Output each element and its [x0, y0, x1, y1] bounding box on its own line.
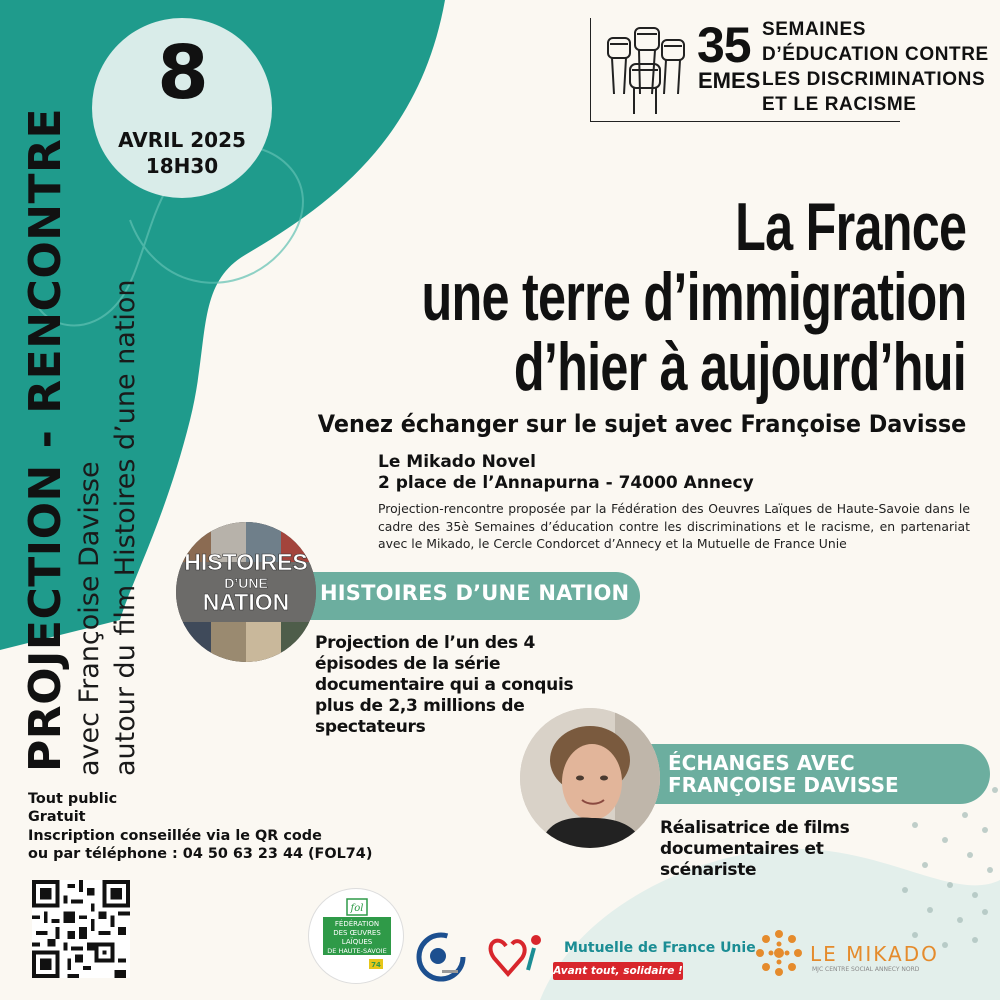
- logo-suffix: EMES: [698, 68, 761, 93]
- svg-text:fol: fol: [350, 903, 364, 914]
- logo-number: 35: [697, 17, 751, 73]
- poster-title-2: D’UNE: [224, 575, 268, 591]
- logo-line-3: LES DISCRIMINATIONS: [762, 69, 986, 90]
- date-time: 18H30: [145, 154, 219, 178]
- portrait-illustration: [520, 708, 660, 848]
- qr-code-image[interactable]: [32, 880, 130, 978]
- guest-pill-line-2: FRANÇOISE DAVISSE: [668, 773, 899, 797]
- date-day: 8: [157, 30, 207, 116]
- mikado-dots-icon: [754, 928, 804, 978]
- description: Projection-rencontre proposée par la Fédération des Oeuvres Laïques de Haute-Savoie dans le cadre des 35è Semaines d’éducation contre les discriminations et le racisme, en partenariat avec le Mikado, le Cercle Condorcet d’Annecy et la Mutuelle de France Unie: [378, 501, 970, 552]
- raised-fists-icon: [600, 24, 692, 116]
- semaines-logo: [590, 17, 989, 124]
- date-badge: [92, 18, 272, 198]
- fol74-logo: [308, 888, 404, 984]
- logo-line-1: SEMAINES: [762, 19, 867, 40]
- side-heading: PROJECTION - RENCONTRE: [20, 108, 71, 772]
- mikado-subtitle: MJC CENTRE SOCIAL ANNECY NORD: [812, 966, 920, 973]
- practical-info: [28, 790, 372, 863]
- info-registration: Inscription conseillée via le QR code: [28, 827, 322, 844]
- mutuelle-tagline: Avant tout, solidaire !: [553, 962, 683, 980]
- film-poster-image: [176, 522, 316, 662]
- logo-line-2: D’ÉDUCATION CONTRE: [762, 44, 989, 65]
- svg-text:LAÏQUES: LAÏQUES: [341, 938, 373, 946]
- svg-text:FÉDÉRATION: FÉDÉRATION: [334, 920, 380, 928]
- side-guest: avec Françoise Davisse: [74, 461, 105, 776]
- svg-text:DE HAUTE-SAVOIE: DE HAUTE-SAVOIE: [327, 947, 387, 955]
- venue-name: Le Mikado Novel: [378, 452, 536, 472]
- film-pill: HISTOIRES D’UNE NATION: [290, 572, 640, 620]
- logo-line-4: ET LE RACISME: [762, 94, 917, 115]
- poster-collage: [176, 522, 316, 662]
- svg-text:74: 74: [371, 961, 381, 969]
- side-film: autour du film Histoires d’une nation: [110, 279, 141, 776]
- svg-text:DES ŒUVRES: DES ŒUVRES: [333, 929, 381, 937]
- poster-title-1: HISTOIRES: [184, 549, 308, 575]
- fol74-logo-art: [309, 889, 405, 985]
- poster-title-3: NATION: [202, 589, 290, 615]
- info-price: Gratuit: [28, 809, 86, 826]
- mutuelle-name: Mutuelle de France Unie: [564, 940, 756, 956]
- guest-pill: [640, 744, 990, 804]
- date-month-year: AVRIL 2025: [118, 128, 246, 152]
- cercle-condorcet-logo: [416, 932, 466, 982]
- guest-description: Réalisatrice de films documentaires et scénariste: [660, 818, 850, 880]
- venue-address: 2 place de l’Annapurna - 74000 Annecy: [378, 473, 754, 493]
- subtitle: Venez échanger sur le sujet avec Françoise Davisse: [317, 410, 966, 438]
- title-line-2: une terre d’immigration: [421, 259, 966, 335]
- title-line-3: d’hier à aujourd’hui: [513, 329, 966, 405]
- film-description: Projection de l’un des 4 épisodes de la série documentaire qui a conquis plus de 2,3 millions de spectateurs: [315, 633, 574, 737]
- mikado-name: LE MIKADO: [810, 942, 939, 966]
- guest-portrait-image: [520, 708, 660, 848]
- info-phone: ou par téléphone : 04 50 63 23 44 (FOL74): [28, 845, 373, 862]
- title-line-1: La France: [734, 189, 966, 265]
- mutuelle-heart-icon: [488, 932, 554, 982]
- guest-pill-line-1: ÉCHANGES AVEC: [668, 751, 855, 775]
- info-audience: Tout public: [28, 791, 118, 807]
